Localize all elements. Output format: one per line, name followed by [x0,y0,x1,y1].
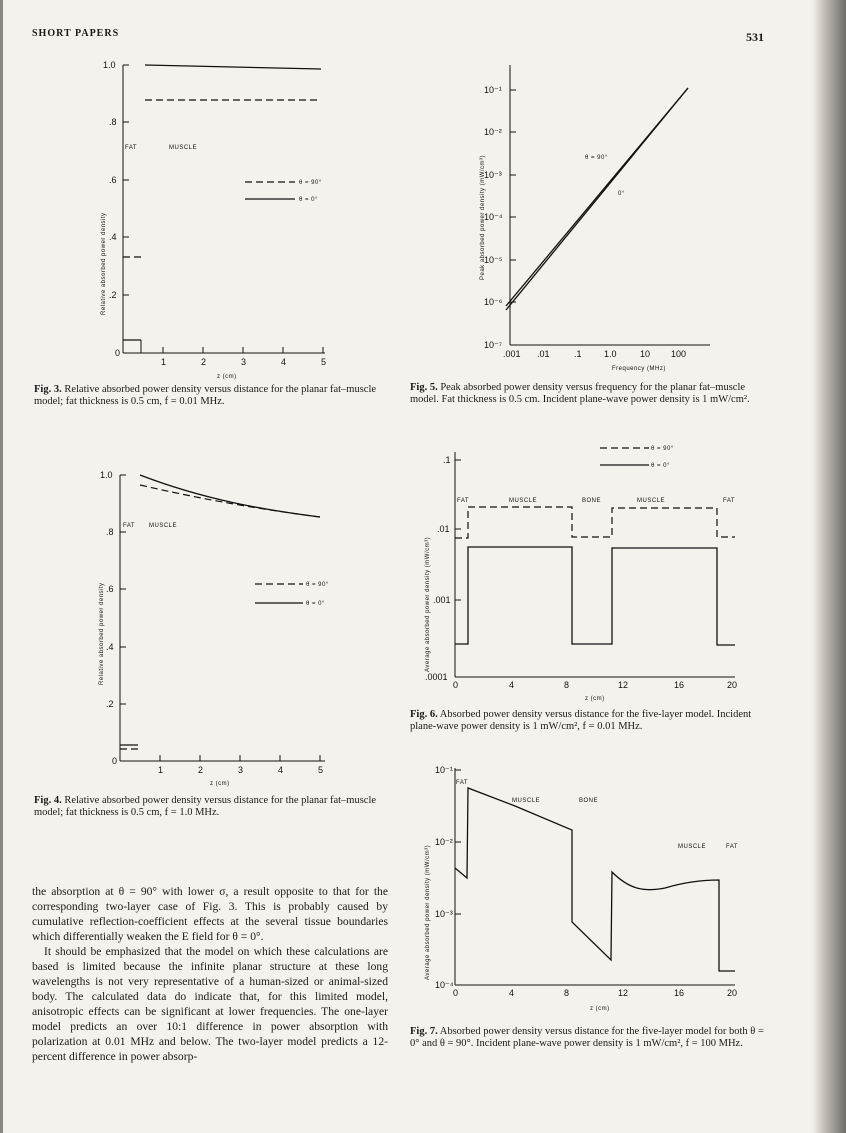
fig4-xtick-3: 3 [238,765,244,775]
scan-edge [812,0,846,1133]
fig3-ytick-.4: .4 [109,232,117,242]
fig7-xtick-16: 16 [674,988,685,998]
fig6-chart [415,440,745,705]
fig6-label-fat2: FAT [723,498,736,504]
fig3-chart [85,55,345,380]
fig3-ytick-1.0: 1.0 [103,60,116,70]
fig7-xlabel: z (cm) [590,1006,610,1012]
fig7-xtick-4: 4 [509,988,515,998]
fig7-label-muscle2: MUSCLE [678,844,707,850]
fig4-label-muscle: MUSCLE [149,523,178,529]
fig4-ytick-1.0: 1.0 [100,470,113,480]
fig5-ytick-1e-7: 10⁻⁷ [484,340,503,350]
fig6-xtick-12: 12 [618,680,629,690]
fig5-chart [470,60,730,375]
fig4-xtick-1: 1 [158,765,164,775]
fig3-caption [34,384,394,408]
fig6-xtick-20: 20 [727,680,738,690]
fig4-xlabel: z (cm) [210,781,230,787]
fig4-caption [34,795,394,819]
fig5-xtick-.1: .1 [574,349,582,359]
fig5-ytick-1e-1: 10⁻¹ [484,85,502,95]
body-paragraph-1: the absorption at θ = 90° with lower σ, a result opposite to that for the corresponding two-layer case of Fig. 3. This is probably caused by cumulative reflection-coefficient effects at the several tissue boundaries which differentially weaken the E field for θ = 0°. [32,885,388,943]
fig3-xtick-4: 4 [281,357,287,367]
fig6-ytick-.0001: .0001 [425,672,448,682]
fig7-chart [415,760,745,1020]
fig6-legend-theta90: θ = 90° [651,446,674,452]
fig3-caption-label: Fig. 3. [34,384,62,395]
fig6-caption-text: Absorbed power density versus distance for the five-layer model. Incident plane-wave power density is 1 mW/cm², f = 0.01 MHz. [410,709,752,732]
fig5-xtick-100: 100 [671,349,687,359]
fig6-label-muscle2: MUSCLE [637,498,666,504]
fig7-ytick-1e-2: 10⁻² [435,837,453,847]
fig7-caption-text: Absorbed power density versus distance for the five-layer model for both θ = 0° and θ = 90°. Incident plane-wave power density is 1 mW/cm², f = 100 MHz. [410,1026,764,1049]
fig6-xtick-4: 4 [509,680,515,690]
fig7-caption [410,1026,765,1050]
fig6-xlabel: z (cm) [585,696,605,702]
fig3-xtick-5: 5 [321,357,327,367]
fig4-ytick-.2: .2 [106,699,114,709]
fig5-xlabel: Frequency (MHz) [612,366,666,372]
fig7-xtick-20: 20 [727,988,738,998]
fig7-ylabel: Average absorbed power density (mW/cm³) [425,844,431,980]
fig5-ytick-1e-3: 10⁻³ [484,170,502,180]
fig5-label-theta90: θ = 90° [585,155,608,161]
fig6-label-muscle1: MUSCLE [509,498,538,504]
fig6-ytick-.1: .1 [443,455,451,465]
fig3-ytick-.6: .6 [109,175,117,185]
body-text [32,884,388,1064]
fig6-xtick-8: 8 [564,680,570,690]
fig3-ytick-.8: .8 [109,117,117,127]
fig4-legend-theta0: θ = 0° [306,601,325,607]
fig6-caption [410,709,765,733]
fig3-xtick-3: 3 [241,357,247,367]
fig5-ytick-1e-6: 10⁻⁶ [484,297,503,307]
fig7-label-muscle1: MUSCLE [512,798,541,804]
fig6-caption-label: Fig. 6. [410,709,438,720]
fig4-curve-theta0 [140,475,320,517]
fig7-ytick-1e-1: 10⁻¹ [435,765,453,775]
fig3-xtick-1: 1 [161,357,167,367]
fig6-legend-theta0: θ = 0° [651,463,670,469]
fig6-curve-theta90 [455,507,735,538]
fig3-curve-theta0 [145,65,321,69]
fig3-caption-text: Relative absorbed power density versus distance for the planar fat–muscle model; fat thickness is 0.5 cm, f = 0.01 MHz. [34,384,377,407]
fig4-ylabel: Relative absorbed power density [99,582,105,685]
fig4-ytick-.4: .4 [106,642,114,652]
fig4-caption-label: Fig. 4. [34,795,62,806]
body-paragraph-2: It should be emphasized that the model on which these calculations are based is limited because the infinite planar structure at these long wavelengths is not very representative of a human-sized or animal-sized body. The calculated data do indicate that, for this limited model, anisotropic effects can be significant at lower frequencies. The one-layer model predicts an over 10:1 difference in power absorption with polarization at 0.01 MHz and below. The two-layer model predicts a 12-percent difference in power absorp- [32,945,388,1063]
fig3-ytick-0: 0 [115,348,121,358]
fig6-label-bone: BONE [582,498,602,504]
fig3-legend-theta0: θ = 0° [299,197,318,203]
fig3-label-fat: FAT [125,145,138,151]
fig7-ytick-1e-3: 10⁻³ [435,909,453,919]
fig5-xtick-10: 10 [640,349,651,359]
fig7-label-fat2: FAT [726,844,739,850]
fig5-ylabel: Peak absorbed power density (mW/cm³) [480,154,486,280]
fig4-xtick-5: 5 [318,765,324,775]
fig7-xtick-8: 8 [564,988,570,998]
scan-left-edge [0,0,3,1133]
fig3-ylabel: Relative absorbed power density [101,212,107,315]
fig4-curve-theta90 [140,485,320,517]
fig3-ytick-.2: .2 [109,290,117,300]
fig4-xtick-2: 2 [198,765,204,775]
fig4-label-fat: FAT [123,523,136,529]
fig5-xtick-.001: .001 [503,349,521,359]
fig5-caption-label: Fig. 5. [410,382,438,393]
fig4-ytick-.8: .8 [106,527,114,537]
fig6-xtick-16: 16 [674,680,685,690]
fig7-xtick-12: 12 [618,988,629,998]
fig7-label-fat1: FAT [456,780,469,786]
fig5-xtick-.01: .01 [537,349,550,359]
fig5-curve-theta0 [506,88,688,310]
fig3-legend-theta90: θ = 90° [299,180,322,186]
fig6-ylabel: Average absorbed power density (mW/cm³) [425,536,431,672]
fig5-ytick-1e-4: 10⁻⁴ [484,212,503,222]
fig5-caption-text: Peak absorbed power density versus frequency for the planar fat–muscle model. Fat thickness is 0.5 cm. Incident plane-wave power density is 1 mW/cm². [410,382,750,405]
fig5-xtick-1.0: 1.0 [604,349,617,359]
fig6-ytick-.01: .01 [437,524,450,534]
fig4-ytick-0: 0 [112,756,118,766]
fig5-ytick-1e-5: 10⁻⁵ [484,255,503,265]
fig3-xtick-2: 2 [201,357,207,367]
fig3-xlabel: z (cm) [217,374,237,380]
fig7-xtick-0: 0 [453,988,459,998]
fig5-label-theta0: 0° [618,191,625,197]
fig4-chart [85,465,345,790]
fig7-caption-label: Fig. 7. [410,1026,438,1037]
running-title: SHORT PAPERS [32,28,120,39]
fig6-curve-theta0 [455,547,735,645]
fig7-curve [455,788,735,971]
fig4-legend-theta90: θ = 90° [306,582,329,588]
fig4-ytick-.6: .6 [106,584,114,594]
page-number: 531 [746,30,764,44]
fig5-caption [410,382,765,406]
fig6-ytick-.001: .001 [433,595,451,605]
fig6-label-fat1: FAT [457,498,470,504]
fig7-ytick-1e-4: 10⁻⁴ [435,980,454,990]
fig7-label-bone: BONE [579,798,599,804]
fig5-ytick-1e-2: 10⁻² [484,127,502,137]
fig4-caption-text: Relative absorbed power density versus distance for the planar fat–muscle model; fat thickness is 0.5 cm, f = 1.0 MHz. [34,795,377,818]
fig4-xtick-4: 4 [278,765,284,775]
fig3-label-muscle: MUSCLE [169,145,198,151]
fig6-xtick-0: 0 [453,680,459,690]
